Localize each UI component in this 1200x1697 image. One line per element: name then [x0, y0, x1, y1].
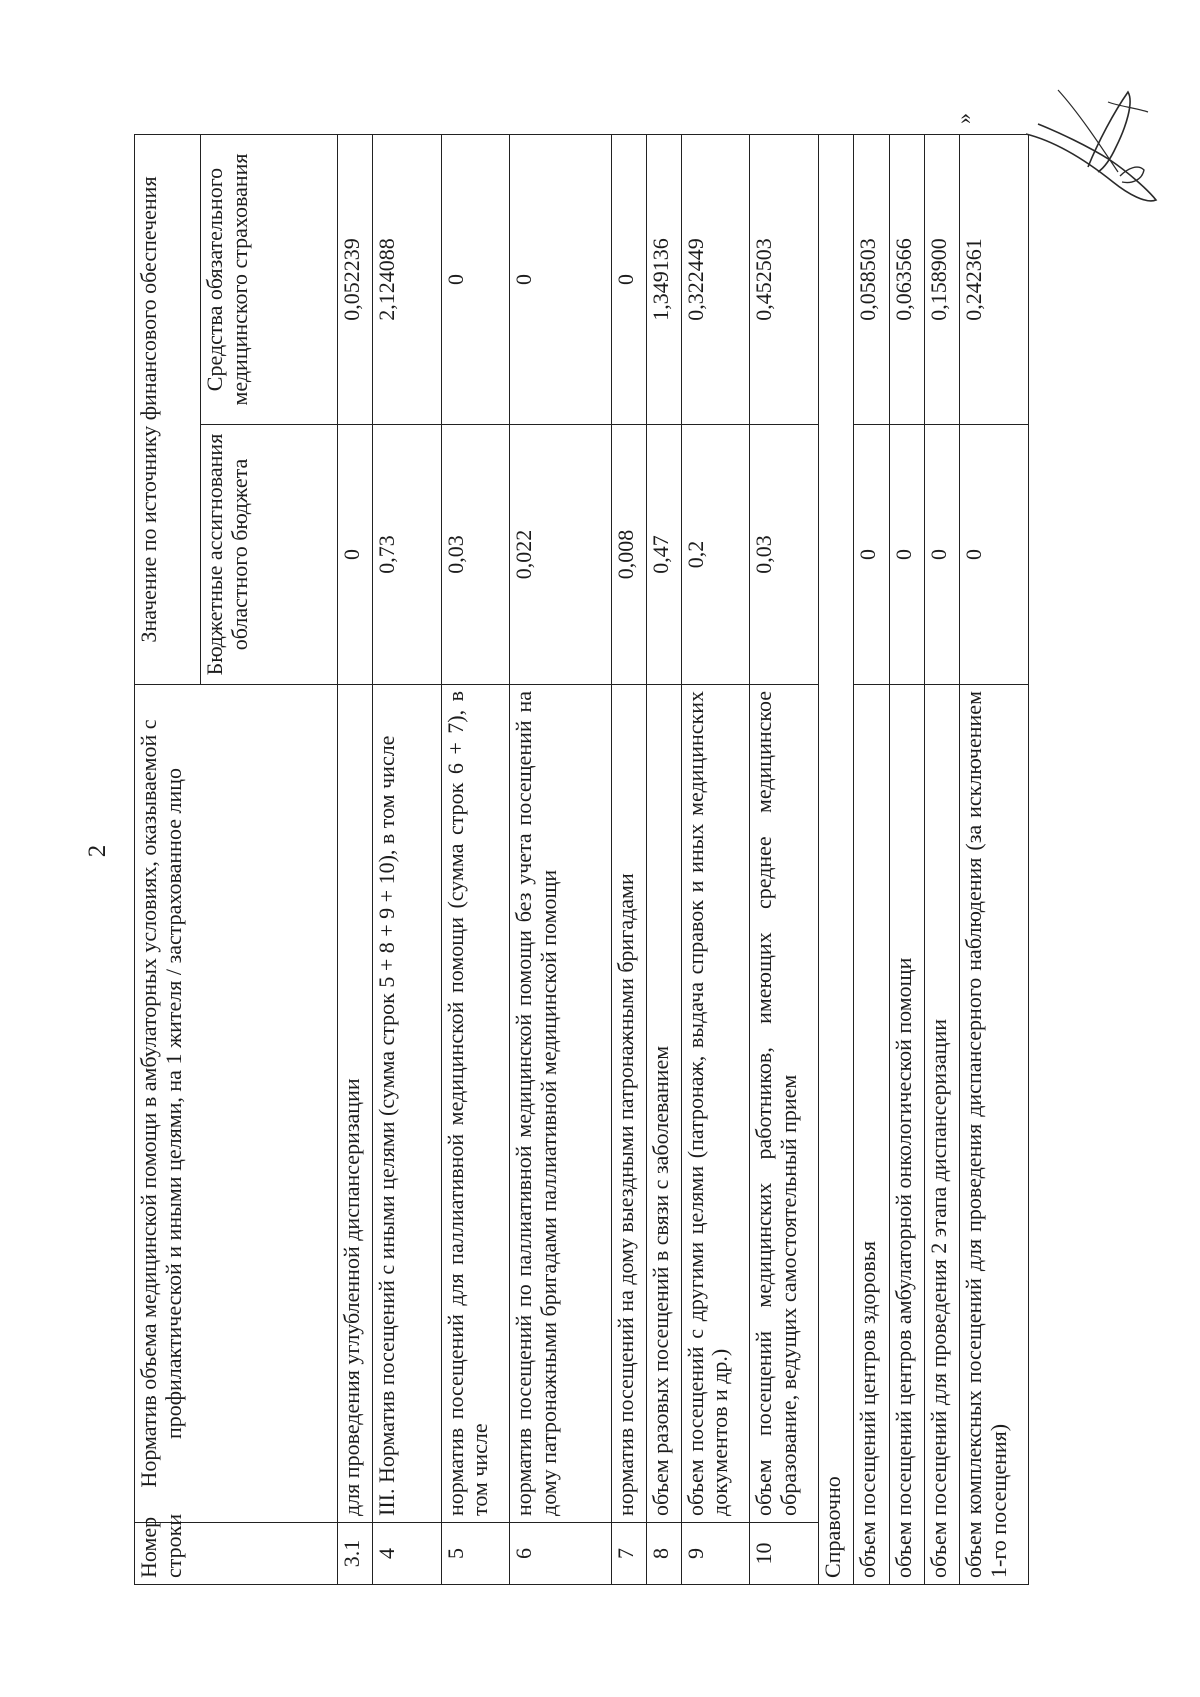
row-number: 6 — [510, 1523, 612, 1585]
signature-mark — [1018, 72, 1168, 212]
header-budget: Бюджетные ассигнования областного бюджета — [201, 425, 338, 685]
header-norm: Норматив объема медицинской помощи в амбулаторных условиях, оказываемой с профилактической и иными целями, на 1 жителя / застрахованное лицо — [135, 685, 338, 1523]
reference-budget-value: 0 — [924, 425, 959, 685]
reference-row — [960, 134, 1029, 1584]
closing-quote: » — [951, 112, 977, 124]
reference-budget-value: 0 — [960, 425, 1029, 685]
row-description: норматив посещений для паллиативной медицинской помощи (сумма строк 6 + 7), в том числе — [441, 685, 510, 1523]
row-number: 8 — [646, 1523, 681, 1585]
row-oms-value: 0,322449 — [681, 134, 750, 424]
header-row-number: Номер строки — [135, 1523, 338, 1585]
row-description: объем разовых посещений в связи с заболеванием — [646, 685, 681, 1523]
row-description: норматив посещений по паллиативной медицинской помощи без учета посещений на дому патронажными бригадами паллиативной медицинской помощи — [510, 685, 612, 1523]
table-row — [681, 134, 750, 1584]
row-oms-value: 1,349136 — [646, 134, 681, 424]
reference-description: объем комплексных посещений для проведения диспансерного наблюдения (за исключением 1-го посещения) — [960, 685, 1029, 1585]
row-budget-value: 0,03 — [441, 425, 510, 685]
row-number: 7 — [611, 1523, 646, 1585]
table-row — [750, 134, 819, 1584]
table-row — [646, 134, 681, 1584]
row-number: 3.1 — [338, 1523, 373, 1585]
page-number: 2 — [84, 844, 111, 858]
reference-row — [924, 134, 959, 1584]
row-oms-value: 0 — [510, 134, 612, 424]
reference-oms-value: 0,063566 — [889, 134, 924, 424]
row-oms-value: 0,052239 — [338, 134, 373, 424]
table-row — [338, 134, 373, 1584]
table-row — [510, 134, 612, 1584]
reference-budget-value: 0 — [889, 425, 924, 685]
row-number: 9 — [681, 1523, 750, 1585]
reference-row — [854, 134, 889, 1584]
header-value-group: Значение по источнику финансового обеспечения — [135, 134, 201, 684]
row-budget-value: 0,2 — [681, 425, 750, 685]
row-oms-value: 2,124088 — [373, 134, 442, 424]
row-description: объем посещений медицинских работников, имеющих среднее медицинское образование, ведущих самостоятельный прием — [750, 685, 819, 1523]
row-budget-value: 0,022 — [510, 425, 612, 685]
row-description: объем посещений с другими целями (патронаж, выдача справок и иных медицинских документов и др.) — [681, 685, 750, 1523]
row-number: 5 — [441, 1523, 510, 1585]
header-oms: Средства обязательного медицинского страхования — [201, 134, 338, 424]
row-description: для проведения углубленной диспансеризации — [338, 685, 373, 1523]
row-budget-value: 0,73 — [373, 425, 442, 685]
reference-oms-value: 0,158900 — [924, 134, 959, 424]
row-budget-value: 0,008 — [611, 425, 646, 685]
table-row — [441, 134, 510, 1584]
row-number: 10 — [750, 1523, 819, 1585]
row-description: III. Норматив посещений с иными целями (сумма строк 5 + 8 + 9 + 10), в том числе — [373, 685, 442, 1523]
reference-row — [889, 134, 924, 1584]
norms-table — [134, 112, 1029, 1585]
row-oms-value: 0 — [611, 134, 646, 424]
row-budget-value: 0 — [338, 425, 373, 685]
row-description: норматив посещений на дому выездными патронажными бригадами — [611, 685, 646, 1523]
reference-budget-value: 0 — [854, 425, 889, 685]
table-row — [611, 134, 646, 1584]
row-oms-value: 0,452503 — [750, 134, 819, 424]
reference-oms-value-text: 0,242361 — [961, 238, 987, 321]
table-row — [373, 134, 442, 1584]
reference-oms-value: 0,058503 — [854, 134, 889, 424]
row-budget-value: 0,47 — [646, 425, 681, 685]
reference-section-row — [818, 134, 853, 1584]
row-oms-value: 0 — [441, 134, 510, 424]
reference-label: Справочно — [818, 134, 853, 1584]
row-number: 4 — [373, 1523, 442, 1585]
reference-description: объем посещений для проведения 2 этапа диспансеризации — [924, 685, 959, 1585]
reference-description: объем посещений центров здоровья — [854, 685, 889, 1585]
reference-description: объем посещений центров амбулаторной онкологической помощи — [889, 685, 924, 1585]
row-budget-value: 0,03 — [750, 425, 819, 685]
rotated-table-container — [134, 112, 1029, 1585]
